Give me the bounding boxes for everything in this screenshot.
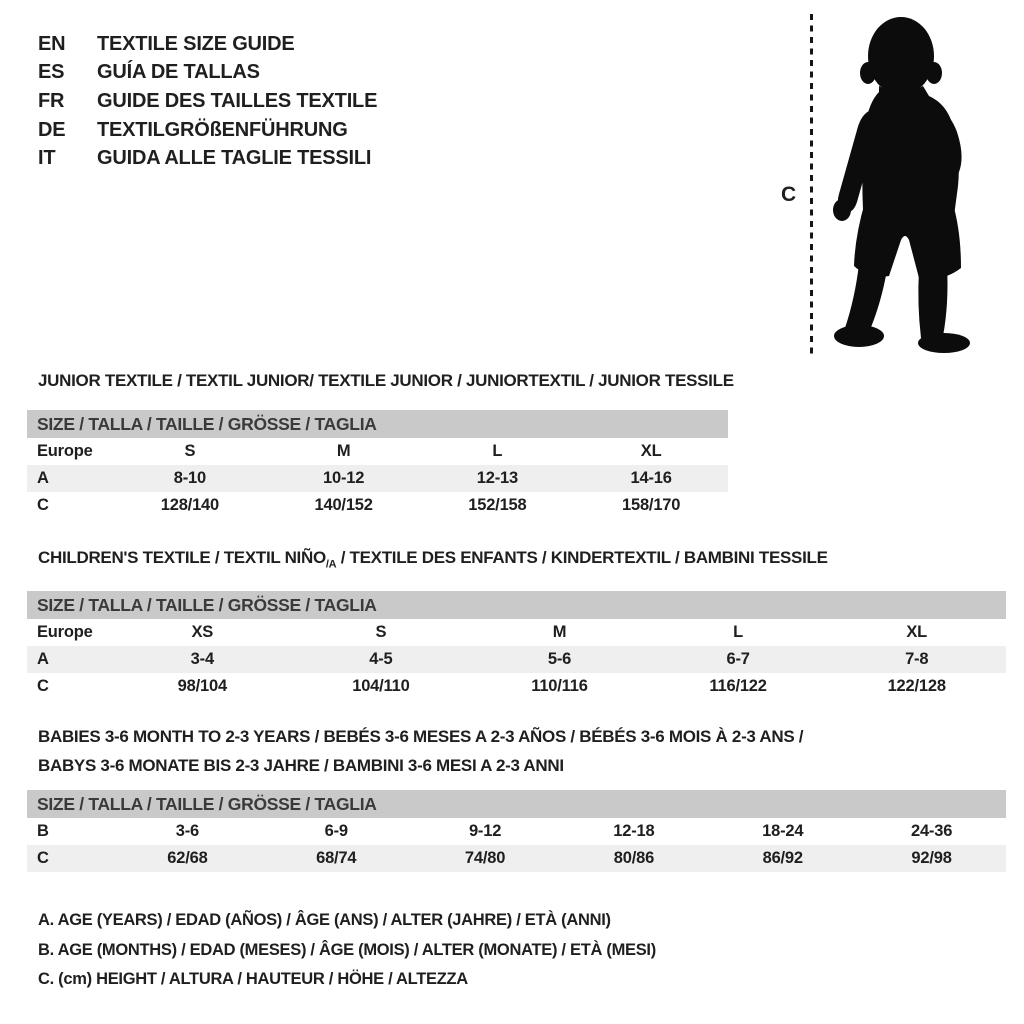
cell: 24-36 [910, 822, 953, 840]
language-code: EN [38, 32, 66, 55]
cell: M [552, 623, 567, 641]
cell: 12-13 [476, 469, 518, 487]
cell: 10-12 [323, 469, 365, 487]
baby-silhouette-icon [827, 14, 975, 363]
cell: XL [640, 442, 662, 460]
row-label: C [37, 496, 49, 514]
table-row-age [27, 646, 1006, 673]
children-title-part2: / TEXTILE DES ENFANTS / KINDERTEXTIL / BAMBINI TESSILE [336, 548, 828, 567]
size-table-header: SIZE / TALLA / TAILLE / GRÖSSE / TAGLIA [27, 591, 1006, 619]
cell: XS [191, 623, 214, 641]
row-label: A [37, 650, 49, 668]
babies-section-title [38, 722, 803, 780]
children-title-subscript: /A [325, 558, 337, 571]
junior-section-title: JUNIOR TEXTILE / TEXTIL JUNIOR/ TEXTILE JUNIOR / JUNIORTEXTIL / JUNIOR TESSILE [38, 371, 734, 390]
babies-size-table [27, 790, 1006, 872]
row-label: A [37, 469, 49, 487]
junior-size-table [27, 410, 728, 519]
language-label: GUIDE DES TAILLES TEXTILE [97, 89, 378, 112]
row-label: C [37, 849, 49, 867]
babies-title-line1: BABIES 3-6 MONTH TO 2-3 YEARS / BEBÉS 3-6 MESES A 2-3 AÑOS / BÉBÉS 3-6 MOIS À 2-3 ANS / [38, 727, 804, 746]
table-row-age-months [27, 818, 1006, 845]
row-label: B [37, 822, 49, 840]
cell: 68/74 [316, 849, 357, 867]
cell: 104/110 [352, 677, 410, 695]
cell: 9-12 [468, 822, 502, 840]
cell: 6-7 [726, 650, 750, 668]
cell: 152/158 [468, 496, 527, 514]
cell: 116/122 [709, 677, 767, 695]
table-row-europe [27, 619, 1006, 646]
table-row-age [27, 465, 728, 492]
cell: 6-9 [324, 822, 348, 840]
height-measure-dotted-line [810, 14, 813, 354]
cell: 12-18 [613, 822, 655, 840]
table-row-europe [27, 438, 728, 465]
cell: L [492, 442, 503, 460]
cell: 98/104 [177, 677, 227, 695]
language-code: FR [38, 89, 65, 112]
row-label: Europe [37, 623, 93, 641]
footnote-age-months: B. AGE (MONTHS) / EDAD (MESES) / ÂGE (MOIS) / ALTER (MONATE) / ETÀ (MESI) [38, 940, 656, 959]
cell: 8-10 [173, 469, 206, 487]
cell: L [733, 623, 744, 641]
language-label: GUIDA ALLE TAGLIE TESSILI [97, 147, 372, 170]
language-row-fr [38, 87, 377, 116]
language-label: GUÍA DE TALLAS [97, 61, 260, 84]
cell: M [336, 442, 351, 460]
cell: 128/140 [160, 496, 219, 514]
language-code: DE [38, 118, 66, 141]
footnote-age-years: A. AGE (YEARS) / EDAD (AÑOS) / ÂGE (ANS) / ALTER (JAHRE) / ETÀ (ANNI) [38, 911, 611, 929]
cell: 92/98 [911, 849, 952, 867]
table-row-height [27, 673, 1006, 700]
row-label: Europe [37, 442, 93, 460]
size-table-header: SIZE / TALLA / TAILLE / GRÖSSE / TAGLIA [27, 410, 728, 438]
cell: 7-8 [905, 650, 929, 668]
children-title-part1: CHILDREN'S TEXTILE / TEXTIL NIÑO [38, 548, 326, 567]
cell: 18-24 [762, 822, 804, 840]
language-label: TEXTILE SIZE GUIDE [97, 32, 295, 55]
language-code: IT [38, 147, 56, 170]
language-label: TEXTILGRÖßENFÜHRUNG [97, 118, 348, 141]
cell: S [375, 623, 387, 641]
table-row-height [27, 845, 1006, 872]
cell: 80/86 [613, 849, 655, 867]
children-section-title [38, 548, 828, 570]
size-table-header: SIZE / TALLA / TAILLE / GRÖSSE / TAGLIA [27, 790, 1006, 818]
cell: 158/170 [622, 496, 681, 514]
language-row-de [38, 116, 377, 145]
language-row-en [38, 30, 377, 59]
row-label: C [37, 677, 49, 695]
cell: 140/152 [314, 496, 373, 514]
cell: 4-5 [369, 650, 393, 668]
footnote-height-cm: C. (cm) HEIGHT / ALTURA / HAUTEUR / HÖHE / ALTEZZA [38, 970, 468, 988]
cell: 110/116 [531, 677, 588, 695]
cell: 74/80 [464, 849, 506, 867]
cell: 86/92 [762, 849, 803, 867]
cell: 122/128 [887, 677, 946, 695]
table-row-height [27, 492, 728, 519]
cell: 3-6 [175, 822, 200, 840]
language-row-it [38, 144, 377, 173]
babies-title-line2: BABYS 3-6 MONATE BIS 2-3 JAHRE / BAMBINI 3-6 MESI A 2-3 ANNI [38, 756, 564, 775]
children-size-table [27, 591, 1006, 700]
language-list [38, 30, 377, 173]
cell: 62/68 [167, 849, 208, 867]
cell: 14-16 [630, 469, 672, 487]
language-code: ES [38, 61, 65, 84]
cell: 3-4 [190, 650, 214, 668]
cell: 5-6 [547, 650, 572, 668]
height-measure-label: C [781, 183, 796, 206]
language-row-es [38, 59, 377, 88]
cell: XL [906, 623, 928, 641]
footnotes [38, 906, 656, 995]
cell: S [184, 442, 196, 460]
